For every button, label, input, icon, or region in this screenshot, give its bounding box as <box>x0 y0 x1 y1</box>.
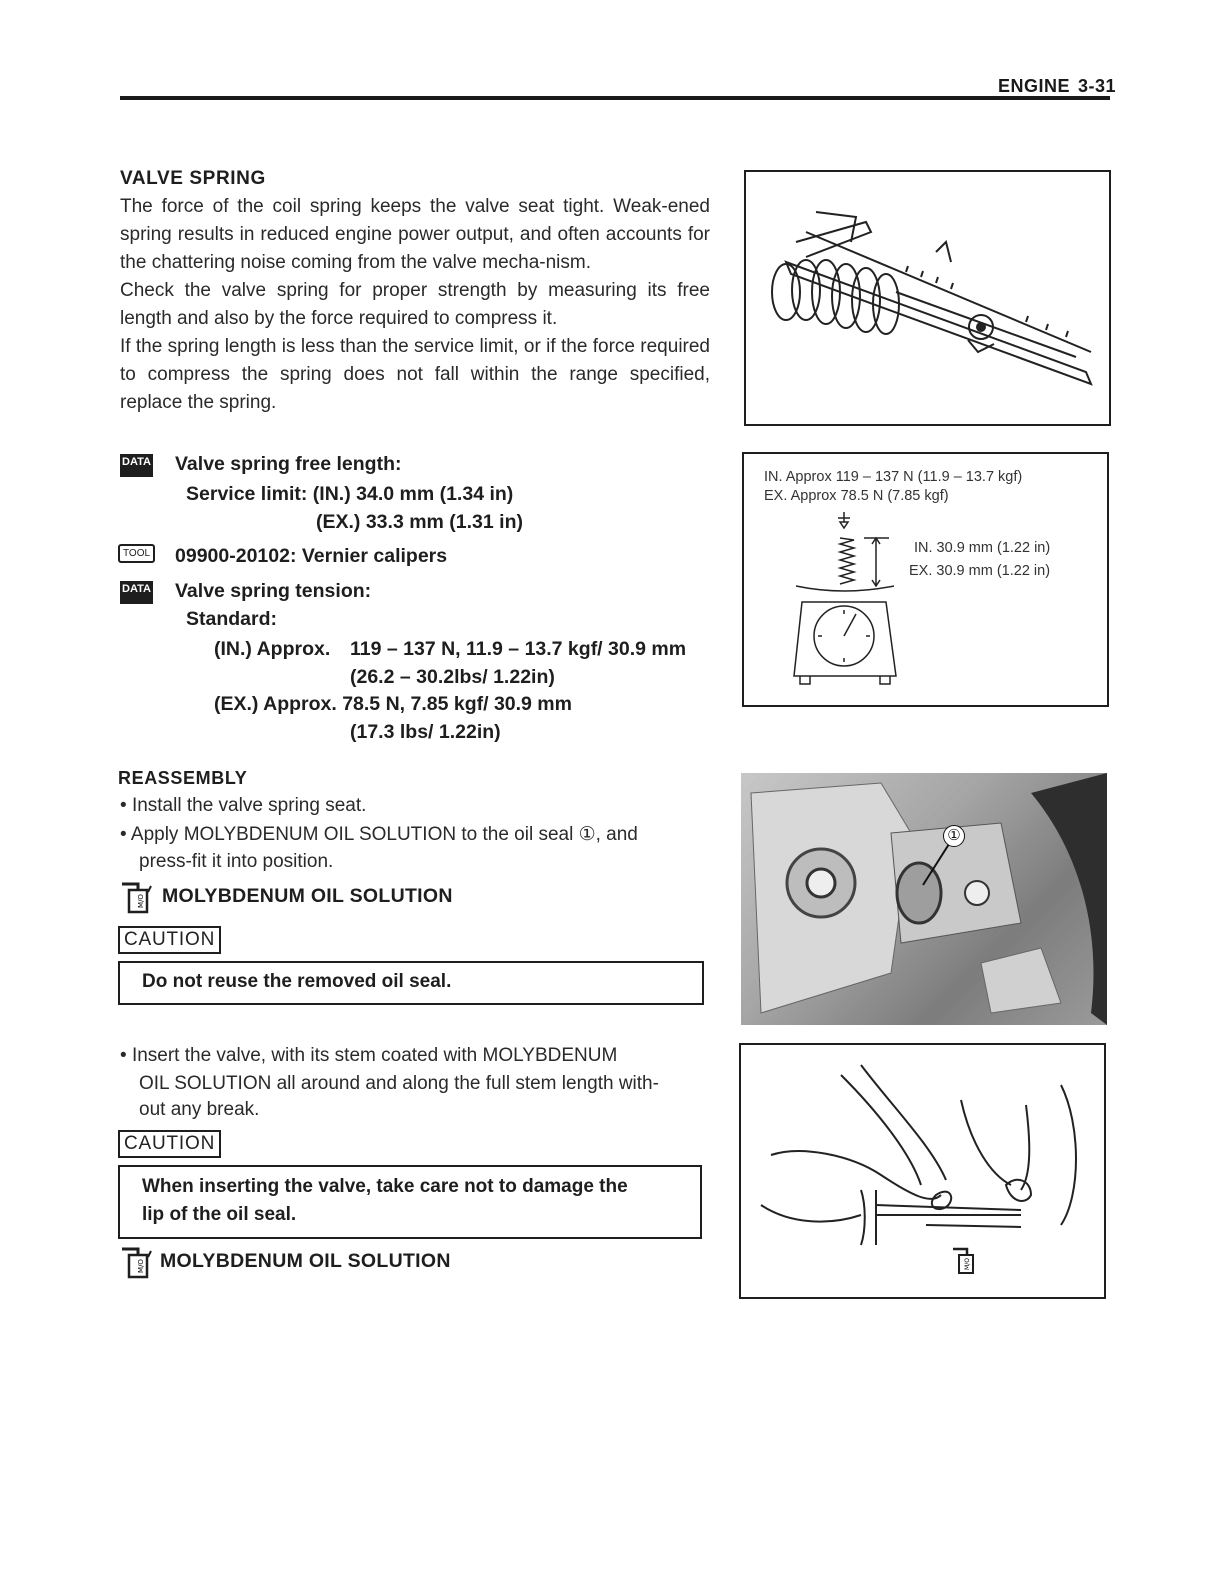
caution-box <box>118 1165 702 1239</box>
spring-tester-illustration <box>744 454 1107 705</box>
caution-text: lip of the oil seal. <box>142 1204 297 1225</box>
paragraph: Check the valve spring for proper strength by measuring its free length and also by the force required to compress it. <box>120 280 710 329</box>
vernier-caliper-illustration <box>746 172 1109 424</box>
cylinder-head-illustration <box>741 773 1107 1025</box>
tension-in-imperial: (26.2 – 30.2lbs/ 1.22in) <box>350 666 555 688</box>
tension-figure <box>742 452 1109 707</box>
tool-line: 09900-20102: Vernier calipers <box>175 545 448 567</box>
tool-icon: TOOL <box>118 543 155 563</box>
header-section: ENGINE <box>998 76 1071 96</box>
caliper-figure <box>744 170 1111 426</box>
caution-tag: CAUTION <box>118 1130 221 1158</box>
valve-spring-heading: VALVE SPRING <box>120 168 266 189</box>
tension-label: Valve spring tension: <box>175 580 372 602</box>
oil-can-icon <box>120 1245 154 1284</box>
paragraph: The force of the coil spring keeps the valve seat tight. Weak-ened spring results in reduced engine power output, and often accounts for the chattering noise coming from the valve mecha-nism. <box>120 196 710 273</box>
figure-length-in: IN. 30.9 mm (1.22 in) <box>914 540 1051 556</box>
caution-text: Do not reuse the removed oil seal. <box>142 971 452 992</box>
valve-spring-body <box>120 193 710 417</box>
standard-label: Standard: <box>186 608 278 630</box>
bullet-insert-valve-cont: out any break. <box>139 1099 260 1120</box>
bullet-insert-valve-cont: OIL SOLUTION all around and along the full stem length with- <box>139 1073 659 1094</box>
service-limit-ex: (EX.) 33.3 mm (1.31 in) <box>316 511 523 533</box>
tension-ex-imperial: (17.3 lbs/ 1.22in) <box>350 721 501 743</box>
oil-can-icon <box>120 880 154 919</box>
bullet-install-seat: • Install the valve spring seat. <box>120 795 367 816</box>
bullet-insert-valve: • Insert the valve, with its stem coated with MOLYBDENUM <box>120 1045 618 1066</box>
valve-insert-figure <box>739 1043 1106 1299</box>
figure-length-ex: EX. 30.9 mm (1.22 in) <box>909 563 1051 579</box>
tension-in-prefix: (IN.) Approx. <box>214 638 331 660</box>
tension-ex-value: (EX.) Approx. 78.5 N, 7.85 kgf/ 30.9 mm <box>214 693 572 715</box>
caution-tag: CAUTION <box>118 926 221 954</box>
header-rule <box>120 96 1110 100</box>
bullet-apply-solution: • Apply MOLYBDENUM OIL SOLUTION to the oil seal ①, and <box>120 824 638 845</box>
bullet-apply-solution-cont: press-fit it into position. <box>139 851 334 872</box>
cylinder-head-photo <box>741 773 1107 1025</box>
figure-line-in: IN. Approx 119 – 137 N (11.9 – 13.7 kgf) <box>764 469 1023 485</box>
free-length-label: Valve spring free length: <box>175 453 402 475</box>
tension-in-value: 119 – 137 N, 11.9 – 13.7 kgf/ 30.9 mm <box>350 638 687 660</box>
svg-text:M/O: M/O <box>137 894 145 908</box>
data-icon: DATA <box>120 579 153 604</box>
hands-valve-illustration <box>741 1045 1104 1297</box>
svg-text:M/O: M/O <box>964 1258 971 1270</box>
callout-marker: ① <box>943 825 965 847</box>
service-limit-in: Service limit: (IN.) 34.0 mm (1.34 in) <box>186 483 514 505</box>
caution-text: When inserting the valve, take care not to damage the <box>142 1176 628 1197</box>
svg-text:M/O: M/O <box>137 1259 145 1273</box>
header-page-number: 3-31 <box>1078 76 1117 96</box>
mo-solution-label: MOLYBDENUM OIL SOLUTION <box>160 1250 451 1272</box>
data-icon: DATA <box>120 452 153 477</box>
mo-solution-label: MOLYBDENUM OIL SOLUTION <box>162 885 453 907</box>
figure-line-ex: EX. Approx 78.5 N (7.85 kgf) <box>764 488 949 504</box>
caution-box <box>118 961 704 1005</box>
paragraph: If the spring length is less than the service limit, or if the force required to compress the spring does not fall within the range specified, replace the spring. <box>120 336 710 413</box>
reassembly-heading: REASSEMBLY <box>118 768 248 788</box>
